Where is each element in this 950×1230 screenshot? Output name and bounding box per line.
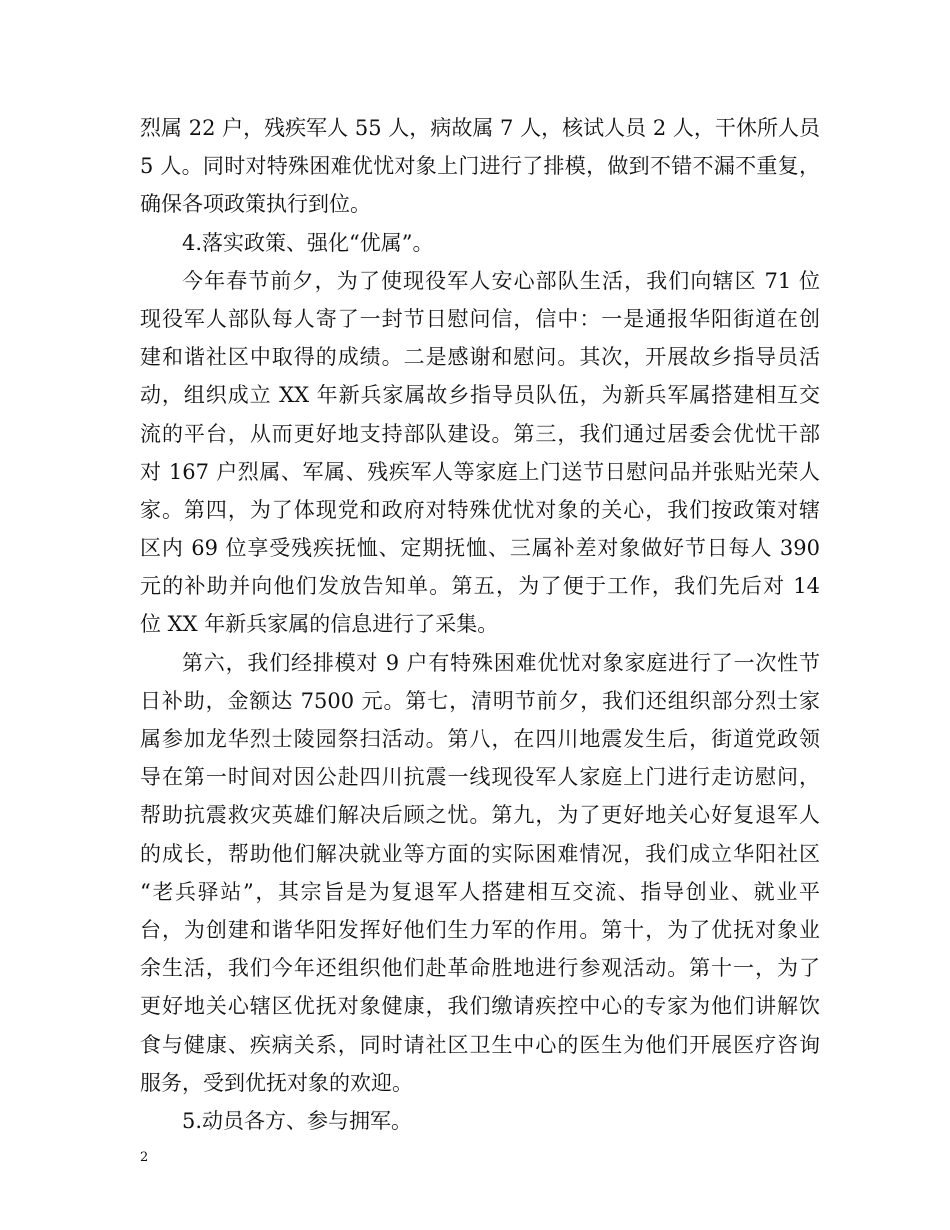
text-line: 流的平台，从而更好地支持部队建设。第三，我们通过居委会优忧干部	[140, 421, 820, 446]
text-line: 导在第一时间对因公赴四川抗震一线现役军人家庭上门进行走访慰问，	[140, 765, 820, 790]
body-text	[140, 109, 820, 1140]
text-line: 食与健康、疾病关系，同时请社区卫生中心的医生为他们开展医疗咨询	[140, 1032, 820, 1057]
text-line: 帮助抗震救灾英雄们解决后顾之忧。第九，为了更好地关心好复退军人	[140, 803, 820, 828]
text-line: 元的补助并向他们发放告知单。第五，为了便于工作，我们先后对 14	[140, 574, 820, 599]
text-line: 余生活，我们今年还组织他们赴革命胜地进行参观活动。第十一，为了	[140, 956, 820, 981]
text-line: 属参加龙华烈士陵园祭扫活动。第八，在四川地震发生后，街道党政领	[140, 727, 820, 751]
text-line: 对 167 户烈属、军属、残疾军人等家庭上门送节日慰问品并张贴光荣人	[140, 459, 820, 484]
text-line: 区内 69 位享受残疾抚恤、定期抚恤、三属补差对象做好节日每人 390	[140, 536, 820, 561]
text-line: 烈属 22 户，残疾军人 55 人，病故属 7 人，核试人员 2 人，干休所人员	[140, 116, 820, 140]
text-line: 的成长，帮助他们解决就业等方面的实际困难情况，我们成立华阳社区	[140, 841, 820, 866]
text-line: 台，为创建和谐华阳发挥好他们生力军的作用。第十，为了优抚对象业	[140, 917, 820, 942]
text-line: 位 XX 年新兵家属的信息进行了采集。	[140, 612, 499, 637]
text-line: 日补助，金额达 7500 元。第七，清明节前夕，我们还组织部分烈士家	[140, 688, 820, 713]
text-line: 5 人。同时对特殊困难优忧对象上门进行了排模，做到不错不漏不重复，	[140, 154, 820, 179]
text-line: 更好地关心辖区优抚对象健康，我们缴请疾控中心的专家为他们讲解饮	[140, 994, 820, 1019]
page-number: 2	[140, 1150, 149, 1165]
section-heading: 5.动员各方、参与拥军。	[182, 1108, 413, 1133]
text-line: 家。第四，为了体现党和政府对特殊优忧对象的关心，我们按政策对辖	[140, 497, 820, 522]
text-line: 动，组织成立 XX 年新兵家属故乡指导员队伍，为新兵军属搭建相互交	[140, 383, 820, 408]
text-line: 第六，我们经排模对 9 户有特殊困难优忧对象家庭进行了一次性节	[182, 650, 820, 675]
text-line: 现役军人部队每人寄了一封节日慰问信，信中：一是通报华阳街道在创	[140, 306, 820, 331]
text-line: 确保各项政策执行到位。	[140, 192, 371, 217]
text-line: 今年春节前夕，为了使现役军人安心部队生活，我们向辖区 71 位	[182, 268, 820, 293]
section-heading: 4.落实政策、强化“优属”。	[182, 230, 434, 255]
text-line: “老兵驿站”，其宗旨是为复退军人搭建相互交流、指导创业、就业平	[140, 879, 820, 904]
text-line: 服务，受到优抚对象的欢迎。	[140, 1070, 413, 1095]
text-line: 建和谐社区中取得的成绩。二是感谢和慰问。其次，开展故乡指导员活	[140, 345, 820, 370]
